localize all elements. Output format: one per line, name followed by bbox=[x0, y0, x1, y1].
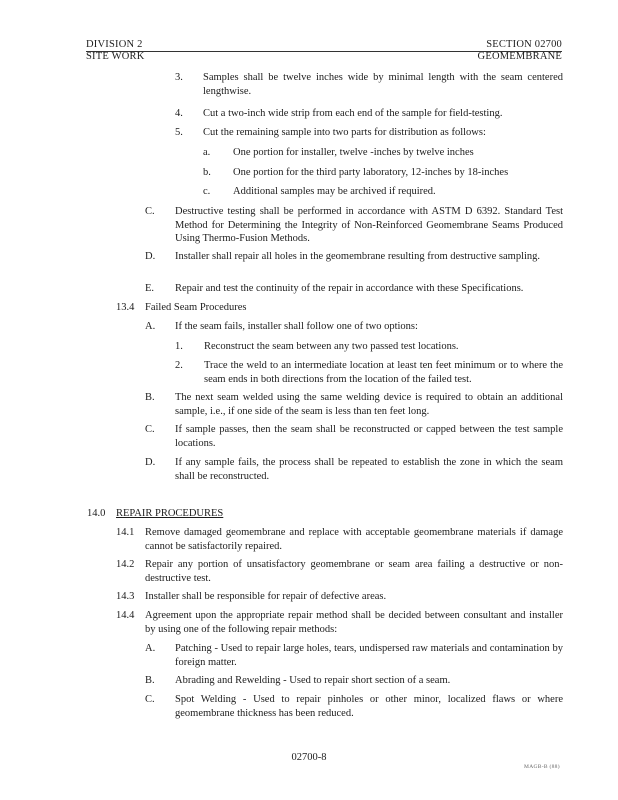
item-text: One portion for the third party laboratory, 12-inches by 18-inches bbox=[233, 167, 509, 178]
page-number: 02700-8 bbox=[291, 752, 327, 763]
item-text: If any sample fails, the process shall be repeated to establish the zone in which the seam shall be reconstructed. bbox=[175, 457, 563, 482]
item-text: Patching - Used to repair large holes, tears, undispersed raw materials and contamination by foreign matter. bbox=[175, 643, 563, 668]
item-number: 5. bbox=[175, 127, 183, 138]
item-number: 1. bbox=[175, 341, 183, 352]
item-text: Failed Seam Procedures bbox=[145, 302, 247, 313]
item-text: Additional samples may be archived if required. bbox=[233, 186, 436, 197]
item-number: C. bbox=[145, 424, 155, 435]
item-text: Repair any portion of unsatisfactory geomembrane or seam area failing a destructive or non-destructive test. bbox=[145, 559, 563, 584]
item-number: C. bbox=[145, 694, 155, 705]
item-text: Cut the remaining sample into two parts for distribution as follows: bbox=[203, 127, 486, 138]
item-number: B. bbox=[145, 675, 155, 686]
section-title: REPAIR PROCEDURES bbox=[116, 508, 224, 519]
item-text: The next seam welded using the same welding device is required to obtain an additional sample, i.e., if one side of the seam is less than ten feet long. bbox=[175, 392, 563, 417]
item-number: 14.3 bbox=[116, 591, 135, 602]
item-text: Installer shall repair all holes in the geomembrane resulting from destructive sampling. bbox=[175, 251, 541, 262]
item-text: Destructive testing shall be performed in accordance with ASTM D 6392. Standard Test Method for Determining the Integrity of Non-Reinforced Geomembrane Seams Produced Using Thermo-Fusion Methods. bbox=[175, 206, 563, 244]
item-number: A. bbox=[145, 321, 156, 332]
item-number: c. bbox=[203, 186, 211, 197]
item-number: 2. bbox=[175, 360, 183, 371]
item-number: 3. bbox=[175, 72, 183, 83]
division-label: DIVISION 2 bbox=[86, 39, 143, 50]
item-number: 14.2 bbox=[116, 559, 135, 570]
site-work-label: SITE WORK bbox=[86, 51, 145, 62]
item-text: Samples shall be twelve inches wide by minimal length with the seam centered lengthwise. bbox=[203, 72, 563, 97]
item-text: Spot Welding - Used to repair pinholes or other minor, localized flaws or where geomembrane thickness has been reduced. bbox=[175, 694, 563, 719]
item-number: E. bbox=[145, 283, 155, 294]
item-text: Abrading and Rewelding - Used to repair short section of a seam. bbox=[175, 675, 451, 686]
item-number: 4. bbox=[175, 108, 183, 119]
item-number: 14.4 bbox=[116, 610, 135, 621]
document-stamp: MAGB-B (88) bbox=[524, 764, 560, 770]
item-number: a. bbox=[203, 147, 211, 158]
item-text: Remove damaged geomembrane and replace with acceptable geomembrane materials if damage cannot be satisfactorily repaired. bbox=[145, 527, 563, 552]
item-text: If sample passes, then the seam shall be reconstructed or capped between the test sample locations. bbox=[175, 424, 563, 449]
item-number: 14.0 bbox=[87, 508, 106, 519]
item-text: One portion for installer, twelve -inches by twelve inches bbox=[233, 147, 474, 158]
item-number: D. bbox=[145, 251, 156, 262]
item-number: C. bbox=[145, 206, 155, 217]
item-text: Trace the weld to an intermediate location at least ten feet minimum or to where the seam ends in both directions from the location of the failed test. bbox=[204, 360, 563, 385]
item-number: A. bbox=[145, 643, 156, 654]
item-text: Repair and test the continuity of the repair in accordance with these Specifications. bbox=[175, 283, 524, 294]
header-rule bbox=[86, 51, 562, 52]
item-text: Reconstruct the seam between any two passed test locations. bbox=[204, 341, 459, 352]
item-number: 13.4 bbox=[116, 302, 135, 313]
item-text: Installer shall be responsible for repair of defective areas. bbox=[145, 591, 387, 602]
item-number: b. bbox=[203, 167, 211, 178]
item-text: Agreement upon the appropriate repair method shall be decided between consultant and installer by using one of the following repair methods: bbox=[145, 610, 563, 635]
item-text: If the seam fails, installer shall follow one of two options: bbox=[175, 321, 418, 332]
section-number: SECTION 02700 bbox=[486, 39, 562, 50]
item-number: D. bbox=[145, 457, 156, 468]
item-text: Cut a two-inch wide strip from each end of the sample for field-testing. bbox=[203, 108, 503, 119]
item-number: B. bbox=[145, 392, 155, 403]
item-number: 14.1 bbox=[116, 527, 135, 538]
section-subject: GEOMEMBRANE bbox=[477, 51, 562, 62]
